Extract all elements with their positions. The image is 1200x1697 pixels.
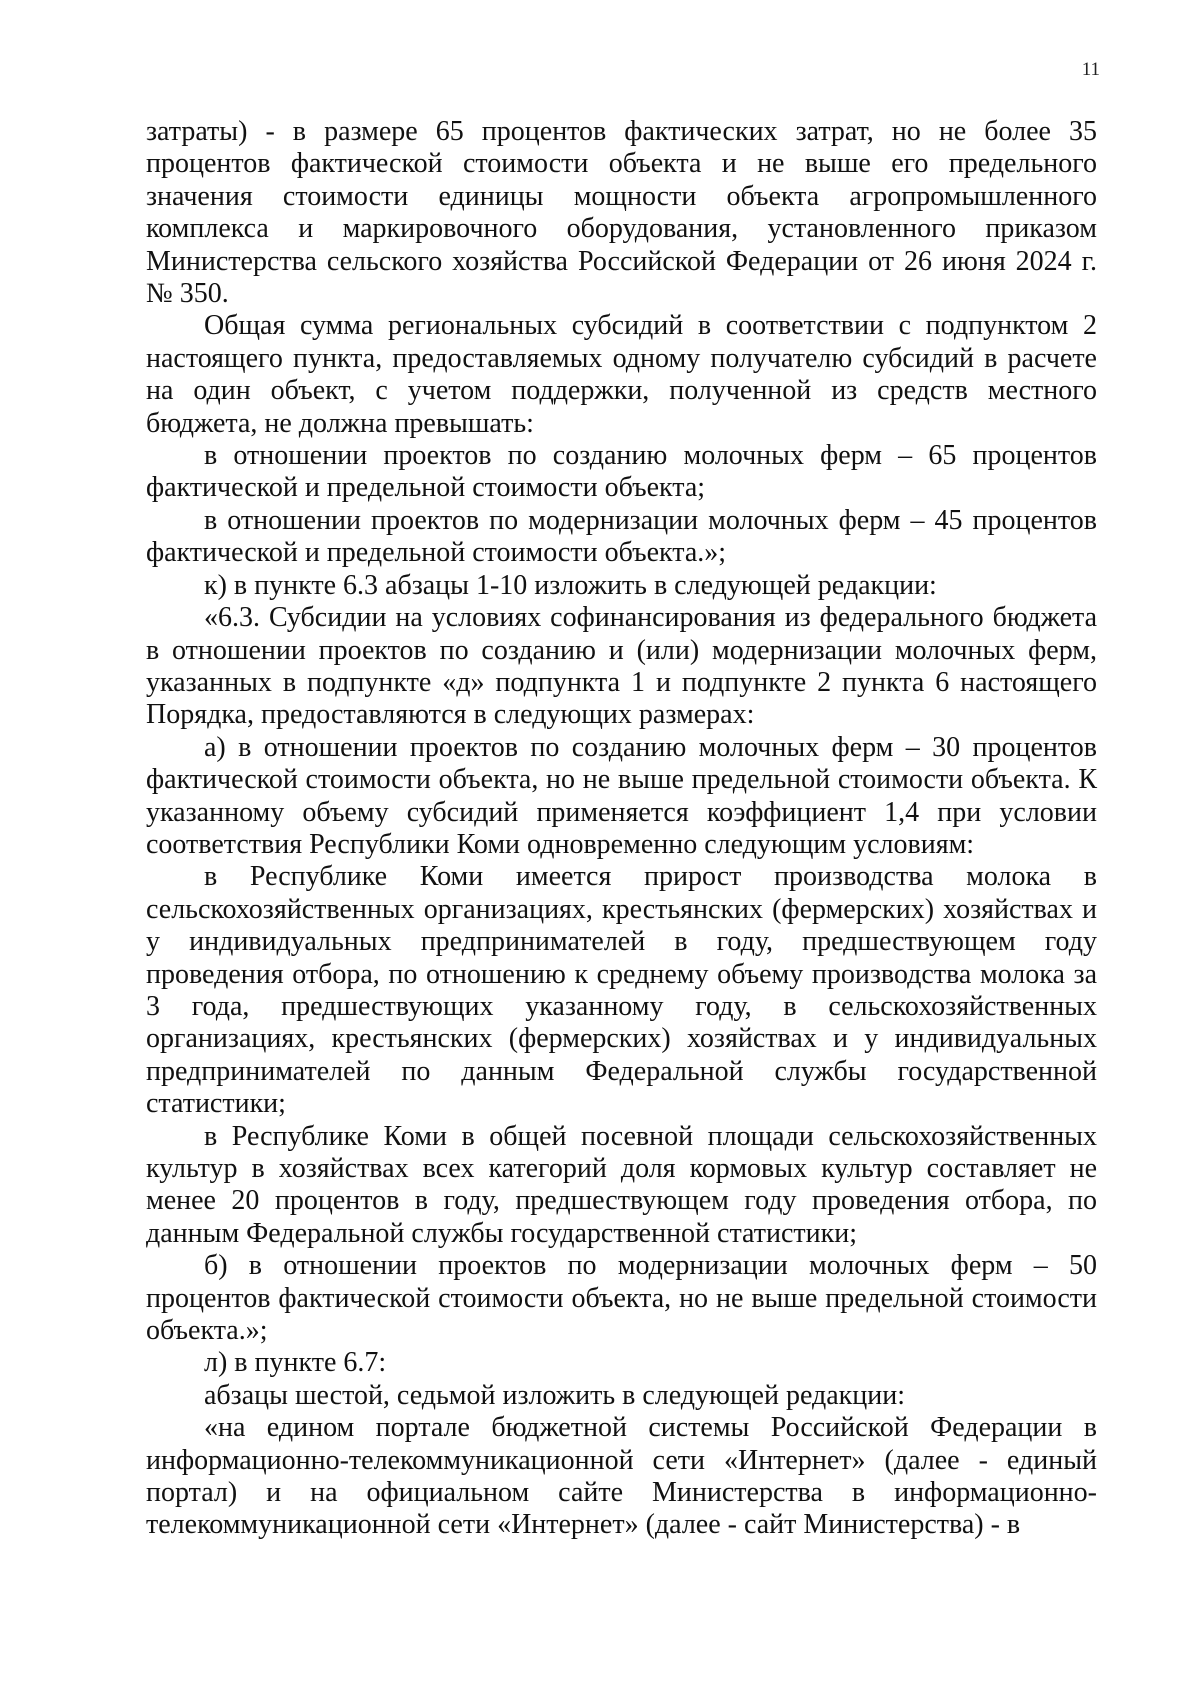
paragraph: а) в отношении проектов по созданию молочных ферм – 30 процентов фактической стоимости объекта, но не выше предельной стоимости объекта. К указанному объему субсидий применяется коэффициент 1,4 при условии соответствия Республики Коми одновременно следующим условиям:: [146, 731, 1097, 860]
document-body: [146, 116, 1097, 1542]
paragraph: в Республике Коми в общей посевной площади сельскохозяйственных культур в хозяйствах всех категорий доля кормовых культур составляет не менее 20 процентов в году, предшествующем году проведения отбора, по данным Федеральной службы государственной статистики;: [146, 1120, 1097, 1249]
paragraph: Общая сумма региональных субсидий в соответствии с подпунктом 2 настоящего пункта, предоставляемых одному получателю субсидий в расчете на один объект, с учетом поддержки, полученной из средств местного бюджета, не должна превышать:: [146, 310, 1097, 439]
page-number: 11: [1081, 59, 1100, 80]
paragraph: затраты) - в размере 65 процентов фактических затрат, но не более 35 процентов фактической стоимости объекта и не выше его предельного значения стоимости единицы мощности объекта агропромышленного комплекса и маркировочного оборудования, установленного приказом Министерства сельского хозяйства Российской Федерации от 26 июня 2024 г. № 350.: [146, 116, 1097, 310]
paragraph: в отношении проектов по модернизации молочных ферм – 45 процентов фактической и предельной стоимости объекта.»;: [146, 504, 1097, 569]
paragraph: л) в пункте 6.7:: [204, 1347, 387, 1379]
paragraph: б) в отношении проектов по модернизации молочных ферм – 50 процентов фактической стоимости объекта, но не выше предельной стоимости объекта.»;: [146, 1250, 1097, 1347]
paragraph: к) в пункте 6.3 абзацы 1-10 изложить в следующей редакции:: [204, 569, 937, 601]
paragraph: «на едином портале бюджетной системы Российской Федерации в информационно-телекоммуникационной сети «Интернет» (далее - единый портал) и на официальном сайте Министерства в информационно-телекоммуникационной сети «Интернет» (далее - сайт Министерства) - в: [146, 1412, 1097, 1541]
paragraph: в отношении проектов по созданию молочных ферм – 65 процентов фактической и предельной стоимости объекта;: [146, 440, 1097, 504]
paragraph: абзацы шестой, седьмой изложить в следующей редакции:: [204, 1379, 906, 1411]
paragraph: «6.3. Субсидии на условиях софинансирования из федерального бюджета в отношении проектов по созданию и (или) модернизации молочных ферм, указанных в подпункте «д» подпункта 1 и подпункте 2 пункта 6 настоящего Порядка, предоставляются в следующих размерах:: [146, 602, 1097, 731]
paragraph: в Республике Коми имеется прирост производства молока в сельскохозяйственных организациях, крестьянских (фермерских) хозяйствах и у индивидуальных предпринимателей в году, предшествующем году проведения отбора, по отношению к среднему объему производства молока за 3 года, предшествующих указанному году, в сельскохозяйственных организациях, крестьянских (фермерских) хозяйствах и у индивидуальных предпринимателей по данным Федеральной службы государственной статистики;: [146, 861, 1097, 1120]
